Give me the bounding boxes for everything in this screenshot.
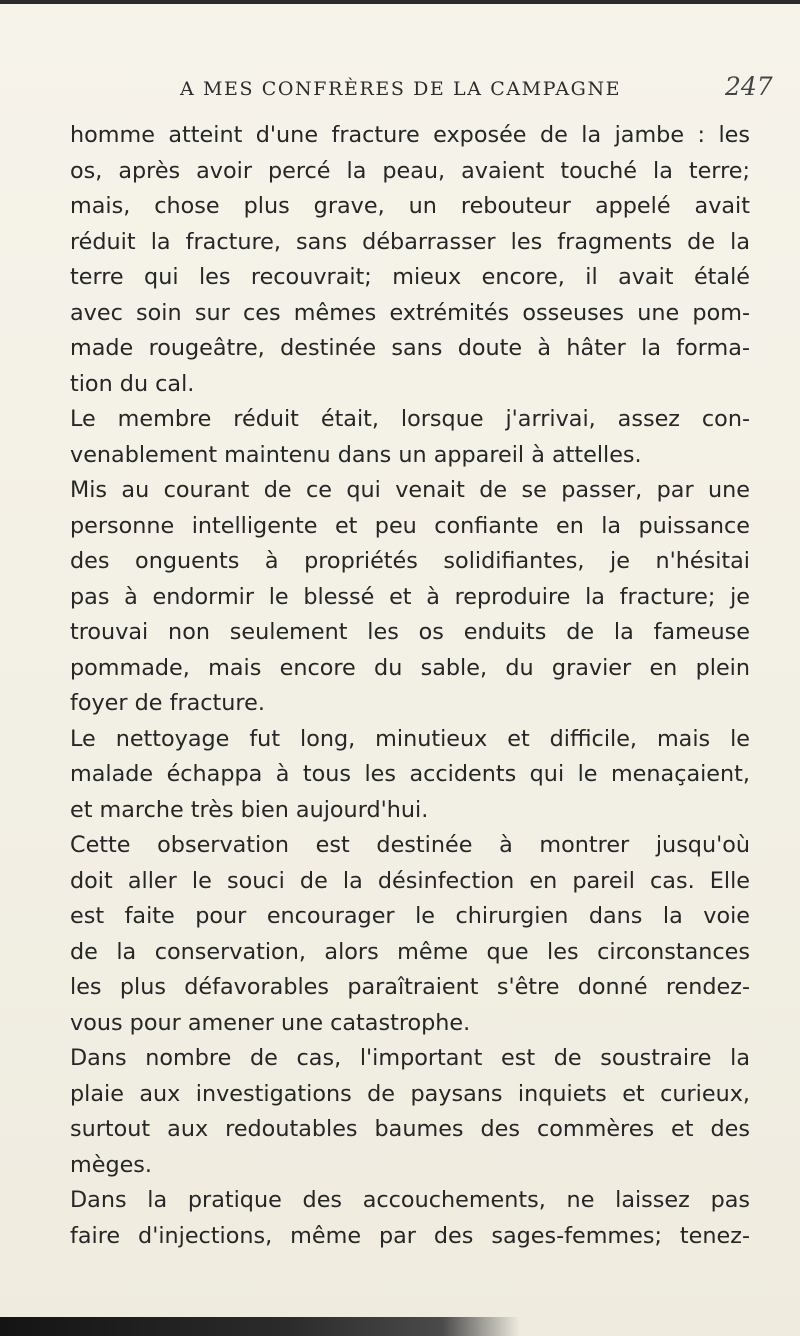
text-line: Dans la pratique des accouchements, ne laissez pas — [70, 1187, 750, 1213]
text-line: est faite pour encourager le chirurgien dans la voie — [70, 903, 750, 929]
running-head: A MES CONFRÈRES DE LA CAMPAGNE — [180, 78, 622, 100]
text-line: Le nettoyage fut long, minutieux et difficile, mais le — [70, 725, 750, 752]
text-line: plaie aux investigations de paysans inquiets et curieux, — [70, 1080, 750, 1107]
text-line: homme atteint d'une fracture exposée de la jambe : les — [70, 122, 750, 148]
top-edge-rule — [0, 0, 800, 4]
text-line: avec soin sur ces mêmes extrémités osseuses une pom- — [70, 299, 750, 326]
text-line: pommade, mais encore du sable, du gravier en plein — [70, 654, 750, 681]
text-line: malade échappa à tous les accidents qui le menaçaient, — [70, 761, 750, 787]
text-line: vous pour amener une catastrophe. — [70, 1009, 471, 1036]
page-number: 247 — [725, 72, 773, 101]
text-line: Dans nombre de cas, l'important est de soustraire la — [70, 1045, 750, 1071]
text-line: et marche très bien aujourd'hui. — [70, 796, 429, 823]
text-line: mèges. — [70, 1151, 153, 1178]
text-line: surtout aux redoutables baumes des commères et des — [70, 1116, 750, 1142]
text-line: os, après avoir percé la peau, avaient touché la terre; — [70, 157, 750, 184]
text-line: Mis au courant de ce qui venait de se passer, par une — [70, 477, 750, 503]
text-line: terre qui les recouvrait; mieux encore, il avait étalé — [70, 264, 750, 290]
text-line: made rougeâtre, destinée sans doute à hâter la forma- — [70, 335, 750, 361]
bottom-edge-shadow — [0, 1317, 520, 1336]
text-line: pas à endormir le blessé et à reproduire la fracture; je — [70, 583, 750, 610]
text-line: mais, chose plus grave, un rebouteur appelé avait — [70, 193, 750, 219]
text-line: doit aller le souci de la désinfection en pareil cas. Elle — [70, 867, 750, 894]
text-line: Cette observation est destinée à montrer jusqu'où — [70, 832, 750, 858]
body-text — [70, 118, 750, 1254]
text-line: des onguents à propriétés solidifiantes, je n'hésitai — [70, 548, 750, 574]
text-line: foyer de fracture. — [70, 690, 265, 716]
text-line: faire d'injections, même par des sages-femmes; tenez- — [70, 1222, 750, 1249]
text-line: personne intelligente et peu confiante en la puissance — [70, 512, 750, 539]
text-line: trouvai non seulement les os enduits de la fameuse — [70, 619, 750, 645]
text-line: les plus défavorables paraîtraient s'être donné rendez- — [70, 974, 750, 1000]
text-line: réduit la fracture, sans débarrasser les fragments de la — [70, 228, 750, 255]
text-line: de la conservation, alors même que les circonstances — [70, 938, 750, 965]
text-line: venablement maintenu dans un appareil à attelles. — [70, 441, 642, 468]
page-header — [0, 72, 800, 106]
text-line: Le membre réduit était, lorsque j'arrivai, assez con- — [70, 406, 750, 432]
text-line: tion du cal. — [70, 370, 195, 397]
